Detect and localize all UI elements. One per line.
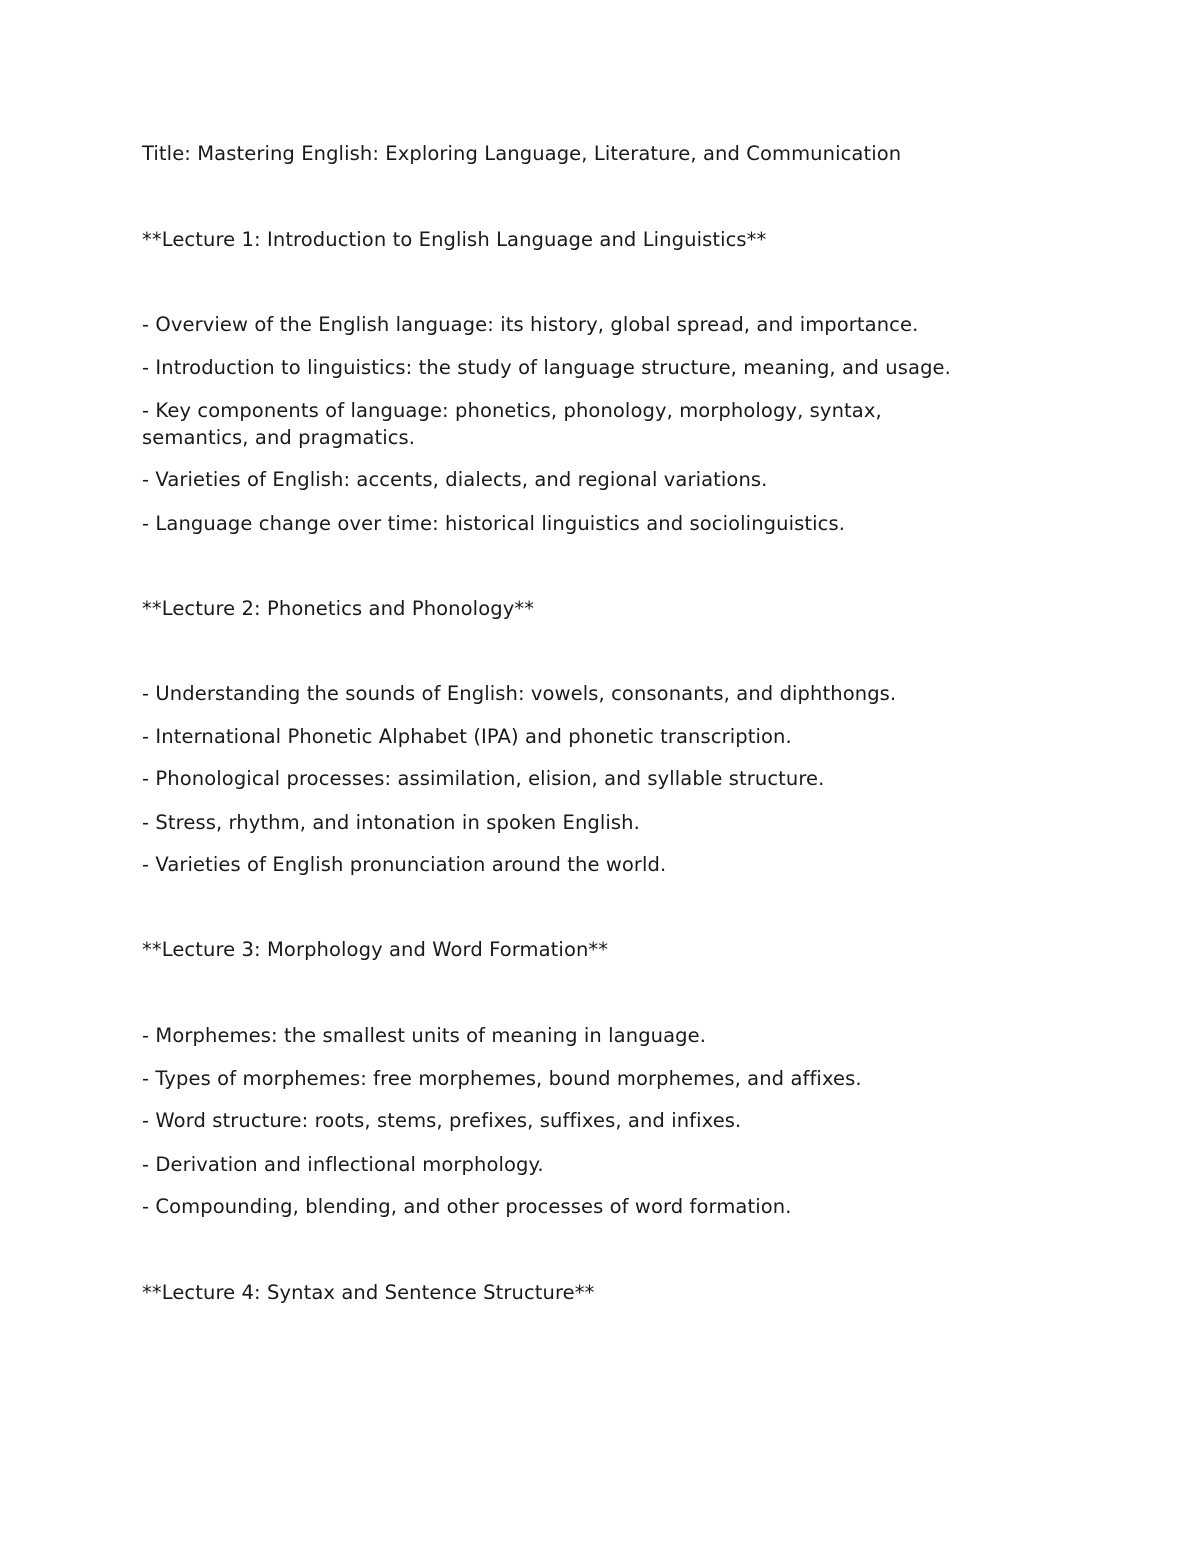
lecture-1-bullet-1: - Overview of the English language: its history, global spread, and importance.	[142, 313, 919, 336]
lecture-3-bullet-1: - Morphemes: the smallest units of meaning in language.	[142, 1024, 707, 1047]
lecture-1-heading: **Lecture 1: Introduction to English Language and Linguistics**	[142, 228, 767, 251]
document-title: Title: Mastering English: Exploring Language, Literature, and Communication	[142, 142, 902, 165]
lecture-1-bullet-5: - Language change over time: historical linguistics and sociolinguistics.	[142, 512, 846, 535]
lecture-2-bullet-5: - Varieties of English pronunciation around the world.	[142, 853, 667, 876]
lecture-4-heading: **Lecture 4: Syntax and Sentence Structure**	[142, 1281, 595, 1304]
lecture-3-bullet-4: - Derivation and inflectional morphology.	[142, 1153, 544, 1176]
lecture-3-bullet-2: - Types of morphemes: free morphemes, bound morphemes, and affixes.	[142, 1067, 862, 1090]
lecture-3-bullet-5: - Compounding, blending, and other processes of word formation.	[142, 1195, 792, 1218]
lecture-2-bullet-1: - Understanding the sounds of English: vowels, consonants, and diphthongs.	[142, 682, 897, 705]
lecture-3-heading: **Lecture 3: Morphology and Word Formation**	[142, 938, 609, 961]
lecture-2-bullet-2: - International Phonetic Alphabet (IPA) and phonetic transcription.	[142, 725, 792, 748]
lecture-1-bullet-3-continued: semantics, and pragmatics.	[142, 426, 416, 449]
lecture-1-bullet-4: - Varieties of English: accents, dialects, and regional variations.	[142, 468, 768, 491]
lecture-2-heading: **Lecture 2: Phonetics and Phonology**	[142, 597, 535, 620]
lecture-3-bullet-3: - Word structure: roots, stems, prefixes, suffixes, and infixes.	[142, 1109, 742, 1132]
lecture-1-bullet-2: - Introduction to linguistics: the study of language structure, meaning, and usage.	[142, 356, 951, 379]
lecture-2-bullet-4: - Stress, rhythm, and intonation in spoken English.	[142, 811, 640, 834]
lecture-1-bullet-3: - Key components of language: phonetics, phonology, morphology, syntax,	[142, 399, 882, 422]
lecture-2-bullet-3: - Phonological processes: assimilation, elision, and syllable structure.	[142, 767, 825, 790]
